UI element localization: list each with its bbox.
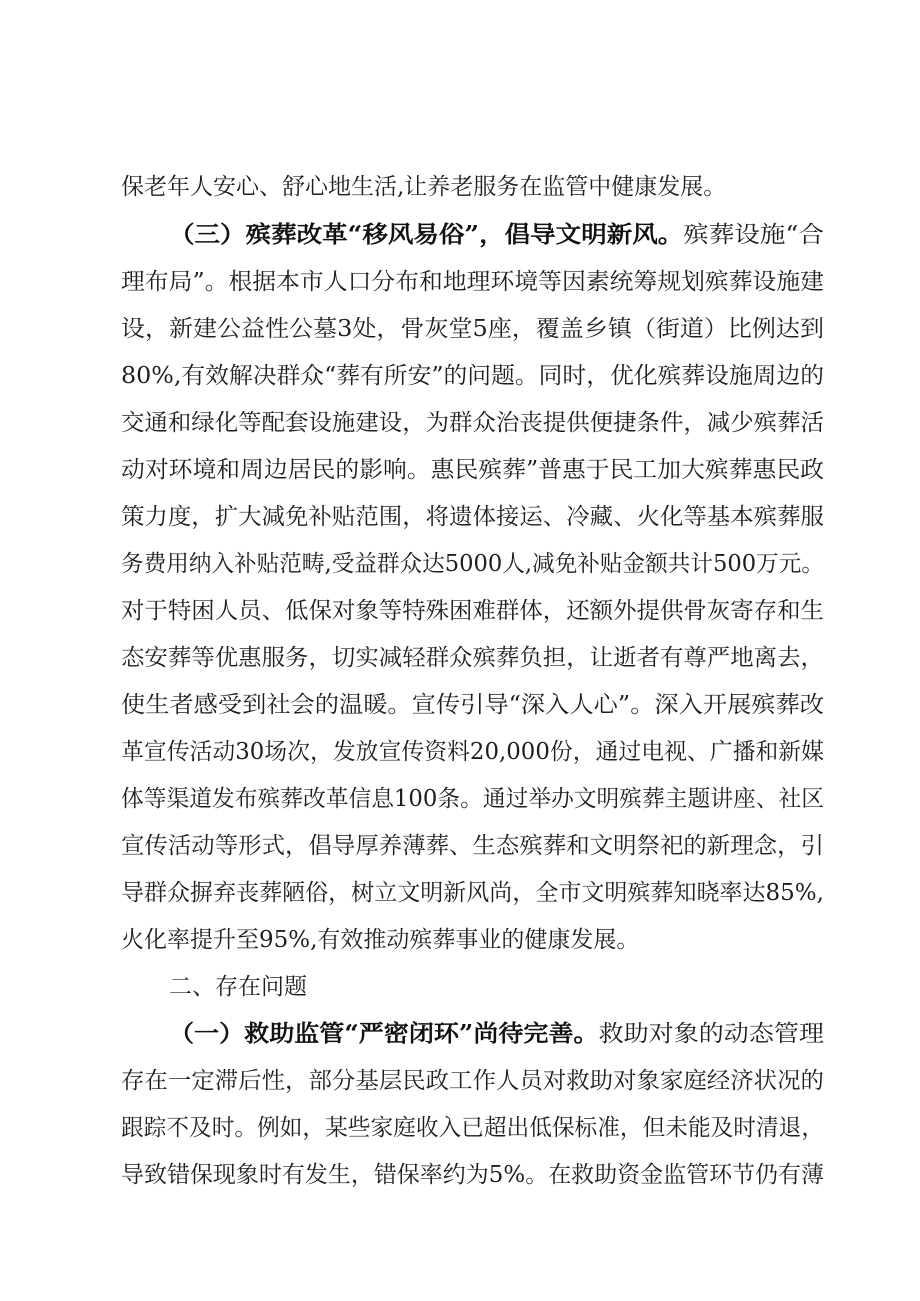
text-span: 殡葬设施“合 (683, 222, 824, 248)
text-span: 跟踪不及时。例如，某些家庭收入已超出低保标准，但未能及时清退， (121, 1115, 825, 1141)
text-span: 救助对象的动态管理 (598, 1021, 824, 1047)
bold-heading (169, 1019, 824, 1049)
text-span: 理布局”。根据本市人口分布和地理环境等因素统筹规划殡葬设施建 (121, 269, 824, 295)
text-span: 导群众摒弃丧葬陋俗，树立文明新风尚，全市文明殡葬知晓率达85%, (121, 880, 824, 906)
text-span: 交通和绿化等配套设施建设，为群众治丧提供便捷条件，减少殡葬活 (121, 410, 824, 436)
text-line (121, 878, 823, 908)
section-heading-text: 二、存在问题 (169, 974, 307, 1000)
text-line (121, 455, 824, 485)
text-span: 动对环境和周边居民的影响。惠民殡葬”普惠于民工加大殡葬惠民政 (121, 457, 824, 483)
text-line (121, 737, 829, 767)
text-line (121, 267, 824, 297)
text-span: 保老年人安心、舒心地生活,让养老服务在监管中健康发展。 (121, 174, 727, 200)
text-line (121, 643, 824, 673)
text-line (121, 361, 825, 391)
text-line (121, 502, 824, 532)
text-span: 火化率提升至95%,有效推动殡葬事业的健康发展。 (121, 927, 640, 953)
text-span: 策力度，扩大减免补贴范围，将遗体接运、冷藏、火化等基本殡葬服 (121, 504, 824, 530)
text-line (121, 784, 832, 814)
section-heading (169, 972, 307, 1002)
text-span: 态安葬等优惠服务，切实减轻群众殡葬负担，让逝者有尊严地离去， (121, 645, 824, 671)
text-line (121, 831, 824, 861)
text-line (169, 1019, 824, 1049)
text-line (121, 925, 639, 955)
text-line (121, 596, 824, 626)
text-span: 革宣传活动30场次，发放宣传资料20,000份，通过电视、广播和新媒 (121, 739, 825, 765)
text-span: 体等渠道发布殡葬改革信息100条。通过举办文明殡葬主题讲座、社区 (121, 786, 825, 812)
text-line (121, 172, 726, 202)
text-span: 务费用纳入补贴范畴,受益群众达5000人,减免补贴金额共计500万元。 (121, 551, 824, 577)
text-line (121, 690, 824, 720)
text-span: 宣传活动等形式，倡导厚养薄葬、生态殡葬和文明祭祀的新理念，引 (121, 833, 824, 859)
bold-heading (169, 220, 824, 250)
text-span: 80%,有效解决群众“葬有所安”的问题。同时，优化殡葬设施周边的 (121, 363, 825, 389)
text-line (121, 408, 824, 438)
text-line (121, 1066, 824, 1096)
text-span: 对于特困人员、低保对象等特殊困难群体，还额外提供骨灰寄存和生 (121, 598, 824, 624)
subsection-heading: （一）救助监管“严密闭环”尚待完善。 (169, 1020, 599, 1047)
text-line (121, 314, 824, 344)
text-span: 使生者感受到社会的温暖。宣传引导“深入人心”。深入开展殡葬改 (121, 692, 824, 718)
text-line (121, 549, 836, 579)
text-line (121, 1113, 834, 1143)
text-span: 设，新建公益性公墓3处，骨灰堂5座，覆盖乡镇（街道）比例达到 (121, 316, 824, 342)
text-span: 导致错保现象时有发生，错保率约为5%。在救助资金监管环节仍有薄 (121, 1162, 825, 1188)
subsection-heading: （三）殡葬改革“移风易俗”，倡导文明新风。 (169, 221, 684, 248)
text-line (169, 220, 824, 250)
text-line (121, 1160, 825, 1190)
text-span: 存在一定滞后性，部分基层民政工作人员对救助对象家庭经济状况的 (121, 1068, 824, 1094)
